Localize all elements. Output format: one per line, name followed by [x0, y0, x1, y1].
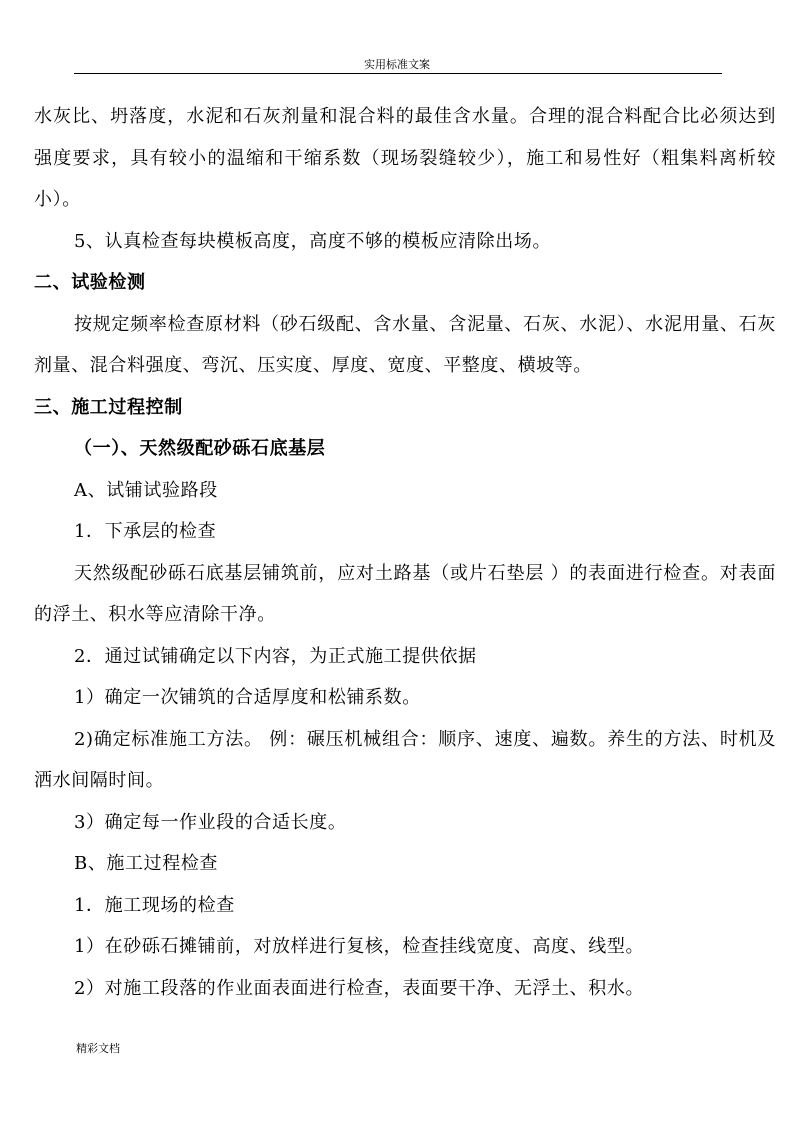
paragraph-testing-items: 按规定频率检查原材料（砂石级配、含水量、含泥量、石灰、水泥）、水泥用量、石灰剂量、混合料强度、弯沉、压实度、厚度、宽度、平整度、横坡等。: [34, 313, 776, 376]
item-site-inspection: 1．施工现场的检查: [74, 894, 235, 916]
item-layout-recheck: 1）在砂砾石摊铺前，对放样进行复核，检查挂线宽度、高度、线型。: [74, 936, 645, 957]
item-underlying-layer-check: 1．下承层的检查: [74, 521, 217, 542]
section-heading-testing: 二、试验检测: [34, 272, 146, 293]
section-heading-process-control: 三、施工过程控制: [34, 396, 183, 418]
document-body: [34, 96, 776, 1009]
paragraph-mix-ratio: 水灰比、坍落度，水泥和石灰剂量和混合料的最佳含水量。合理的混合料配合比必须达到强度要求，具有较小的温缩和干缩系数（现场裂缝较少），施工和易性好（粗集料离析较小）。: [34, 106, 776, 210]
item-trial-determination: 2．通过试铺确定以下内容，为正式施工提供依据: [74, 645, 477, 667]
item-heading-trial-section: A、试铺试验路段: [74, 479, 218, 501]
item-standard-method: 2)确定标准施工方法。 例：碾压机械组合：顺序、速度、遍数。养生的方法、时机及洒水间隔时间。: [34, 728, 776, 791]
header-divider: [74, 73, 722, 74]
item-heading-process-check: B、施工过程检查: [74, 853, 219, 874]
paragraph-surface-inspection: 天然级配砂砾石底基层铺筑前，应对土路基（或片石垫层 ）的表面进行检查。对表面的浮土、积水等应清除干净。: [34, 562, 776, 625]
paragraph-template-check: 5、认真检查每块模板高度，高度不够的模板应清除出场。: [74, 230, 552, 252]
page-header-title: 实用标准文案: [364, 58, 430, 71]
subsection-heading-gravel-subbase: （一）、天然级配砂砾石底基层: [74, 438, 326, 459]
page-footer: 精彩文档: [76, 1042, 120, 1055]
item-work-surface-check: 2）对施工段落的作业面表面进行检查，表面要干净、无浮土、积水。: [74, 977, 645, 999]
item-section-length: 3）确定每一作业段的合适长度。: [74, 811, 347, 833]
item-thickness-coefficient: 1）确定一次铺筑的合适厚度和松铺系数。: [74, 687, 421, 708]
